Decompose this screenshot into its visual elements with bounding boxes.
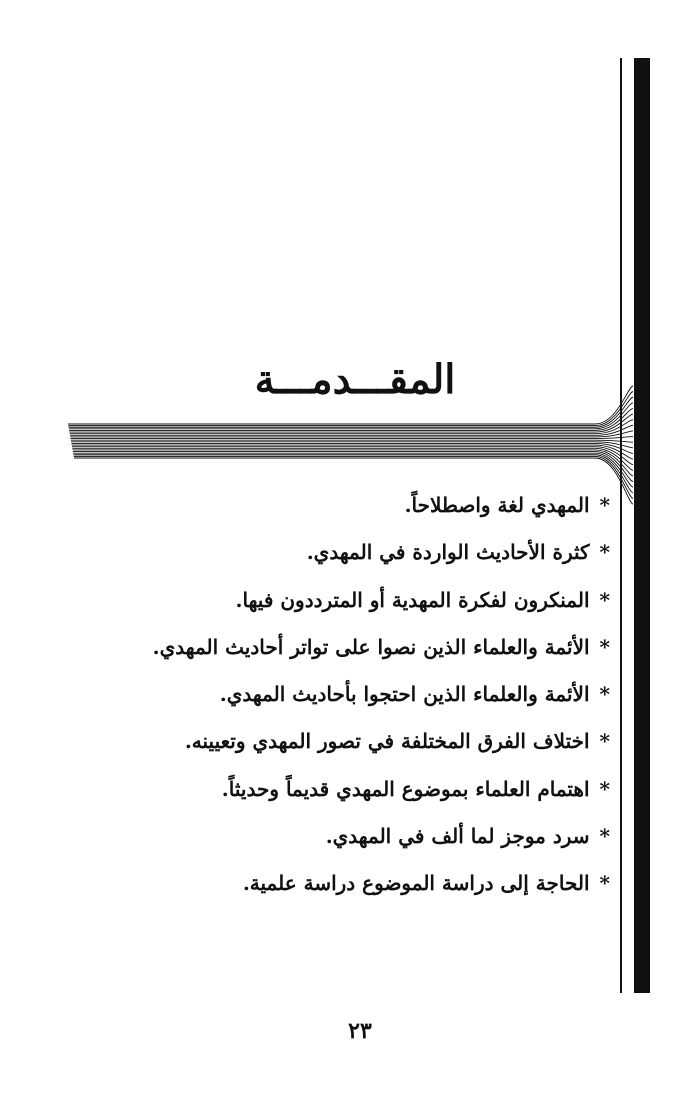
list-item-text: الأئمة والعلماء الذين نصوا على تواتر أحاديث المهدي. — [152, 634, 590, 659]
page-number: ٢٣ — [348, 1018, 372, 1044]
list-item-text: المهدي لغة واصطلاحاً. — [404, 493, 590, 517]
bullet-star: * — [599, 729, 610, 754]
bullet-star: * — [599, 587, 610, 612]
bullet-star: * — [599, 776, 610, 801]
list-item — [90, 624, 610, 671]
list-item — [90, 671, 610, 718]
list-item — [90, 482, 610, 529]
ornament-line — [68, 386, 633, 424]
ornament-line — [68, 392, 633, 426]
chapter-contents-list — [90, 482, 610, 908]
bullet-star: * — [599, 871, 610, 896]
bullet-star: * — [599, 634, 610, 659]
bullet-star: * — [599, 540, 610, 565]
ornament-line — [73, 450, 633, 476]
bullet-star: * — [599, 824, 610, 849]
list-item — [90, 577, 610, 624]
bullet-star: * — [599, 682, 610, 707]
page-border-thick-bar — [634, 58, 650, 993]
list-item-text: كثرة الأحاديث الواردة في المهدي. — [306, 540, 590, 565]
ornament-line — [69, 414, 633, 432]
ornament-line — [69, 397, 633, 427]
list-item — [90, 813, 610, 860]
list-item-text: اختلاف الفرق المختلفة في تصور المهدي وتعيينه. — [184, 729, 590, 754]
ornament-line — [72, 445, 633, 459]
list-item — [90, 718, 610, 765]
list-item-text: الأئمة والعلماء الذين احتجوا بأحاديث المهدي. — [219, 682, 590, 707]
list-item-text: اهتمام العلماء بموضوع المهدي قديماً وحديثاً. — [221, 776, 590, 801]
list-item-text: المنكرون لفكرة المهدية أو المترددون فيها. — [235, 587, 590, 612]
chapter-heading: المقـــدمـــة — [254, 356, 456, 403]
ornament-line — [69, 403, 633, 429]
list-item — [90, 766, 610, 813]
ornament-line — [72, 447, 633, 465]
bullet-star: * — [599, 493, 610, 517]
list-item-text: سرد موجز لما ألف في المهدي. — [325, 824, 590, 849]
page-border-thin-line — [620, 58, 622, 993]
ornament-line — [70, 420, 633, 434]
list-item — [90, 860, 610, 907]
list-item-text: الحاجة إلى دراسة الموضوع دراسة علمية. — [242, 871, 590, 896]
list-item — [90, 529, 610, 576]
